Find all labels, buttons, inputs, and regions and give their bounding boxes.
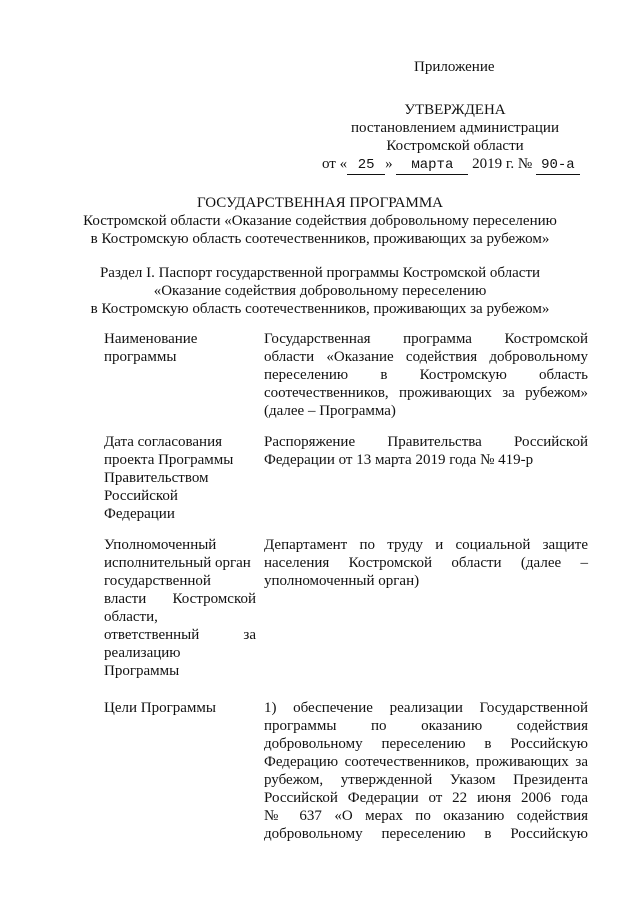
- label-line: Правительством: [104, 470, 209, 486]
- section-heading-line2: «Оказание содействия добровольному переселению: [153, 283, 487, 299]
- program-subtitle-line2: в Костромскую область соотечественников, проживающих за рубежом»: [90, 231, 550, 247]
- value-line: Государственная программа Костромской: [264, 331, 588, 347]
- value-line: Российской Федерации от 22 июня 2006 года: [264, 790, 588, 806]
- date-day: 25: [347, 156, 385, 175]
- label-line: ответственный за: [104, 627, 256, 643]
- passport-row-goals-label: [104, 699, 256, 717]
- value-line: 1) обеспечение реализации Государственной: [264, 700, 588, 716]
- value-line: Департамент по труду и социальной защите: [264, 537, 588, 553]
- approval-date-line: [322, 155, 580, 175]
- approved-heading: УТВЕРЖДЕНА: [404, 102, 506, 118]
- label-line: реализацию: [104, 645, 181, 661]
- label-line: проекта Программы: [104, 452, 234, 468]
- label-line: Федерации: [104, 506, 175, 522]
- value-line: Распоряжение Правительства Российской: [264, 434, 588, 450]
- passport-row-name-label: [104, 330, 256, 366]
- value-line: населения Костромской области (далее –: [264, 555, 588, 571]
- value-line: добровольному переселению в Российскую: [264, 826, 588, 842]
- label-line: власти Костромской: [104, 591, 256, 607]
- value-line: области «Оказание содействия добровольному: [264, 349, 588, 365]
- passport-row-authority-label: [104, 536, 256, 680]
- value-line: (далее – Программа): [264, 403, 396, 419]
- label-line: Уполномоченный: [104, 537, 217, 553]
- label-line: Дата согласования: [104, 434, 222, 450]
- value-line: переселению в Костромскую область: [264, 367, 588, 383]
- approved-by-line1: постановлением администрации: [351, 120, 559, 136]
- value-line: программы по оказанию содействия: [264, 718, 588, 734]
- value-line: Федерации от 13 марта 2019 года № 419-р: [264, 452, 534, 468]
- value-line: рубежом, утвержденной Указом Президента: [264, 772, 588, 788]
- section-heading-line1: Раздел I. Паспорт государственной программы Костромской области: [99, 265, 541, 281]
- passport-row-name-value: [264, 330, 588, 420]
- label-line: Наименование: [104, 331, 198, 347]
- label-line: Программы: [104, 663, 180, 679]
- passport-row-approval-label: [104, 433, 256, 523]
- value-line: добровольному переселению в Российскую: [264, 736, 588, 752]
- program-subtitle-line1: Костромской области «Оказание содействия добровольному переселению: [83, 213, 557, 229]
- label-line: Российской: [104, 488, 178, 504]
- label-line: области,: [104, 609, 158, 625]
- label-line: исполнительный орган: [104, 555, 251, 571]
- value-line: № 637 «О мерах по оказанию содействия: [264, 808, 588, 824]
- program-title: ГОСУДАРСТВЕННАЯ ПРОГРАММА: [196, 195, 444, 211]
- label-line: Цели Программы: [104, 700, 216, 716]
- approved-by-line2: Костромской области: [386, 138, 524, 154]
- date-quote-close: »: [385, 156, 393, 172]
- passport-row-goals-value: [264, 699, 588, 843]
- value-line: уполномоченный орган): [264, 573, 420, 589]
- appendix-label: Приложение: [414, 59, 495, 75]
- value-line: соотечественников, проживающих за рубежом»: [264, 385, 588, 401]
- value-line: Федерацию соотечественников, проживающих за: [264, 754, 588, 770]
- date-prefix: от «: [322, 156, 348, 172]
- passport-row-authority-value: [264, 536, 588, 590]
- date-year-number-label: 2019 г. №: [472, 156, 533, 172]
- date-month: марта: [396, 156, 468, 175]
- section-heading-line3: в Костромскую область соотечественников, проживающих за рубежом»: [90, 301, 550, 317]
- label-line: программы: [104, 349, 177, 365]
- passport-row-approval-value: [264, 433, 588, 469]
- label-line: государственной: [104, 573, 211, 589]
- date-number: 90-а: [536, 156, 580, 175]
